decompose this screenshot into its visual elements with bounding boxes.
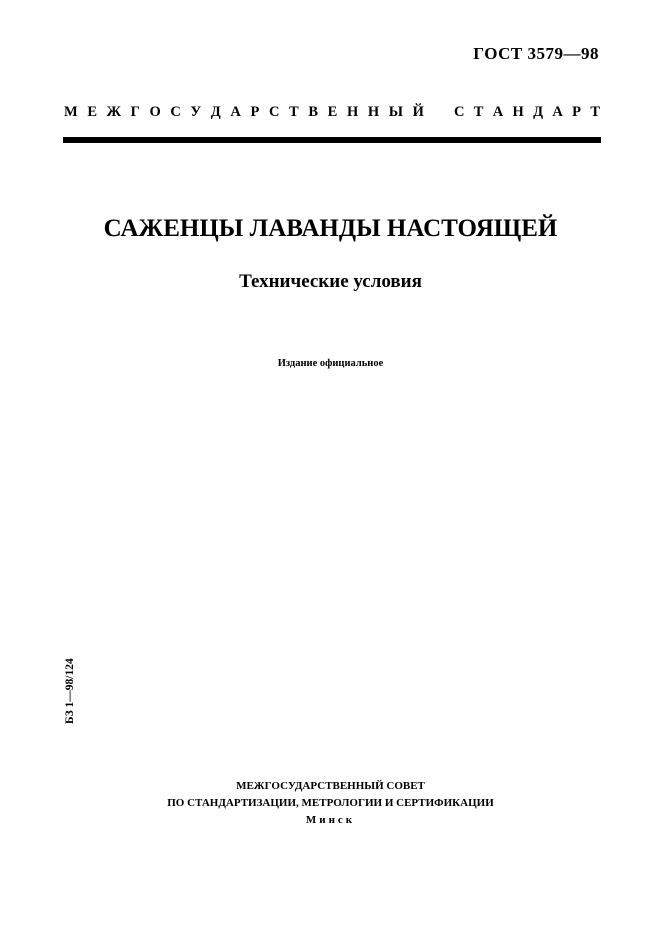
- publisher-line-2: ПО СТАНДАРТИЗАЦИИ, МЕТРОЛОГИИ И СЕРТИФИКАЦИИ: [167, 797, 494, 809]
- series-title: [64, 104, 600, 121]
- gost-number: ГОСТ 3579—98: [473, 44, 599, 63]
- series-title-letter: А: [492, 104, 504, 120]
- series-title-letter: С: [268, 104, 280, 120]
- series-title-letter: А: [552, 104, 563, 120]
- series-title-letter: Й: [412, 104, 424, 120]
- document-title: САЖЕНЦЫ ЛАВАНДЫ НАСТОЯЩЕЙ: [103, 215, 558, 242]
- series-title-letter: А: [230, 104, 241, 120]
- document-subtitle: Технические условия: [239, 271, 422, 292]
- series-title-letter: Р: [250, 104, 260, 120]
- series-title-letter: В: [308, 104, 319, 120]
- series-title-letter: Т: [473, 104, 484, 120]
- publisher-block: [0, 778, 661, 829]
- series-title-letter: Е: [87, 104, 97, 120]
- series-title-letter: Ы: [388, 104, 403, 120]
- series-title-letter: Т: [590, 104, 600, 120]
- publisher-city: Минск: [305, 814, 356, 826]
- series-title-letter: Т: [289, 104, 299, 120]
- series-title-letter: Н: [512, 104, 524, 120]
- series-title-word-interstate: [64, 104, 424, 121]
- edition-note: Издание официальное: [277, 358, 384, 369]
- series-title-letter: М: [64, 104, 78, 120]
- side-registration-code: БЗ 1—98/124: [64, 658, 76, 724]
- series-title-letter: У: [190, 104, 202, 120]
- series-title-letter: С: [454, 104, 465, 120]
- horizontal-rule: [63, 137, 601, 143]
- series-title-word-standard: [454, 104, 600, 121]
- series-title-letter: Д: [210, 104, 221, 120]
- series-title-letter: Р: [572, 104, 582, 120]
- series-title-letter: О: [149, 104, 161, 120]
- series-title-letter: Г: [130, 104, 140, 120]
- series-title-letter: С: [170, 104, 181, 120]
- series-title-letter: Ж: [106, 104, 121, 120]
- series-title-letter: Н: [346, 104, 359, 120]
- publisher-line-1: МЕЖГОСУДАРСТВЕННЫЙ СОВЕТ: [236, 780, 425, 792]
- series-title-letter: Е: [327, 104, 338, 120]
- series-title-letter: Д: [533, 104, 544, 120]
- series-title-letter: Н: [367, 104, 380, 120]
